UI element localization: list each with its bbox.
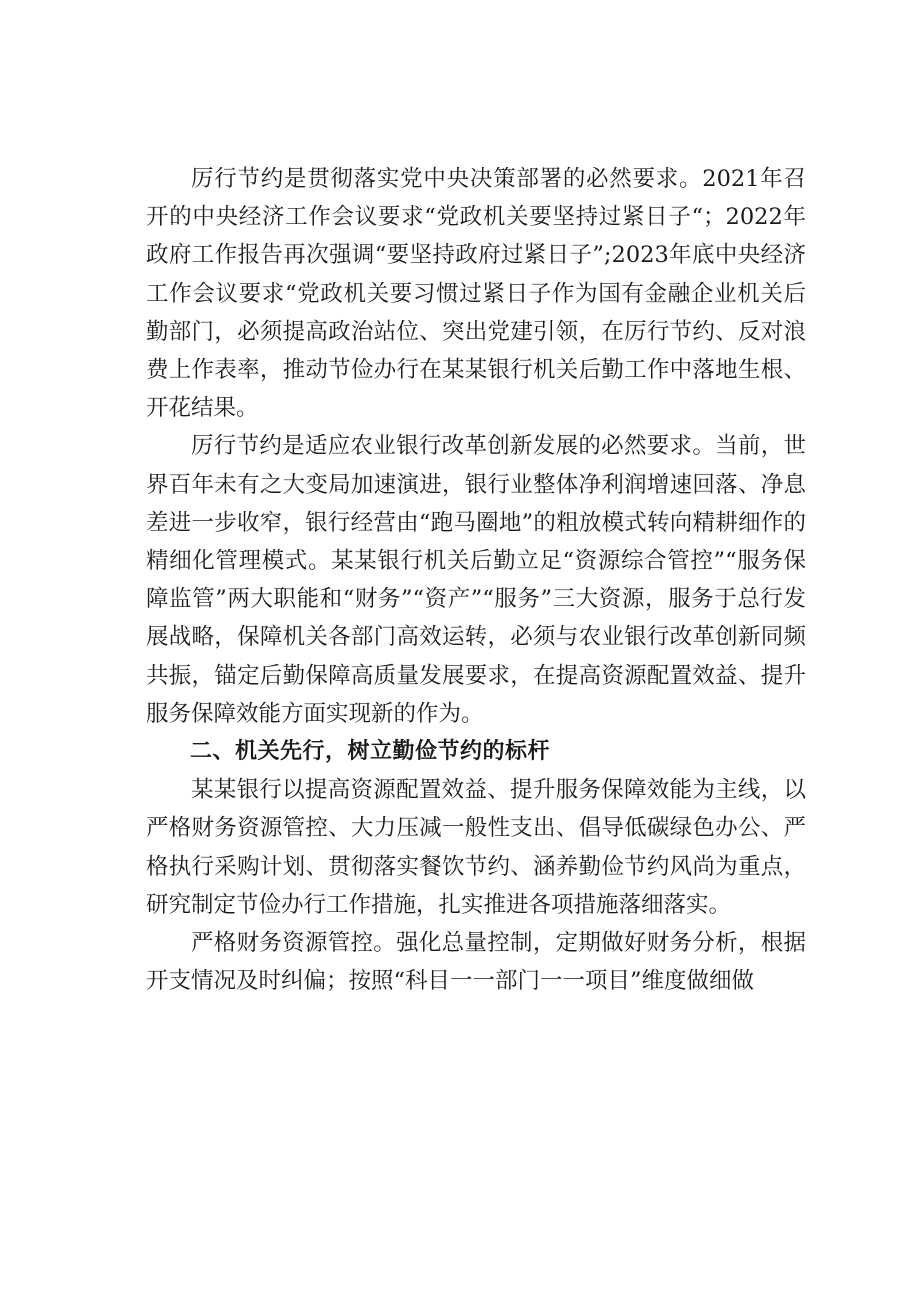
paragraph-4: 严格财务资源管控。强化总量控制，定期做好财务分析，根据开支情况及时纠偏；按照“科目一一部门一一项目”维度做细做 bbox=[146, 930, 806, 995]
paragraph-2: 厉行节约是适应农业银行改革创新发展的必然要求。当前，世界百年未有之大变局加速演进，银行业整体净利润增速回落、净息差进一步收窄，银行经营由“跑马圈地”的粗放模式转向精耕细作的精细化管理模式。某某银行机关后勤立足“资源综合管控”“服务保障监管”两大职能和“财务”“资产”“服务”三大资源，服务于总行发展战略，保障机关各部门高效运转，必须与农业银行改革创新同频共振，锚定后勤保障高质量发展要求，在提高资源配置效益、提升服务保障效能方面实现新的作为。 bbox=[146, 433, 806, 727]
paragraph-1: 厉行节约是贯彻落实党中央决策部署的必然要求。2021年召开的中央经济工作会议要求“党政机关要坚持过紧日子“；2022年政府工作报告再次强调“要坚持政府过紧日子”;2023年底中央经济工作会议要求“党政机关要习惯过紧日子作为国有金融企业机关后勤部门，必须提高政治站位、突出党建引领，在厉行节约、反对浪费上作表率，推动节俭办行在某某银行机关后勤工作中落地生根、开花结果。 bbox=[146, 166, 806, 422]
paragraph-3: 某某银行以提高资源配置效益、提升服务保障效能为主线，以严格财务资源管控、大力压减一般性支出、倡导低碳绿色办公、严格执行采购计划、贯彻落实餐饮节约、涵养勤俭节约风尚为重点，研究制定节俭办行工作措施，扎实推进各项措施落细落实。 bbox=[146, 777, 806, 918]
document-body bbox=[146, 160, 806, 1000]
section-heading: 二、机关先行，树立勤俭节约的标杆 bbox=[190, 739, 551, 765]
